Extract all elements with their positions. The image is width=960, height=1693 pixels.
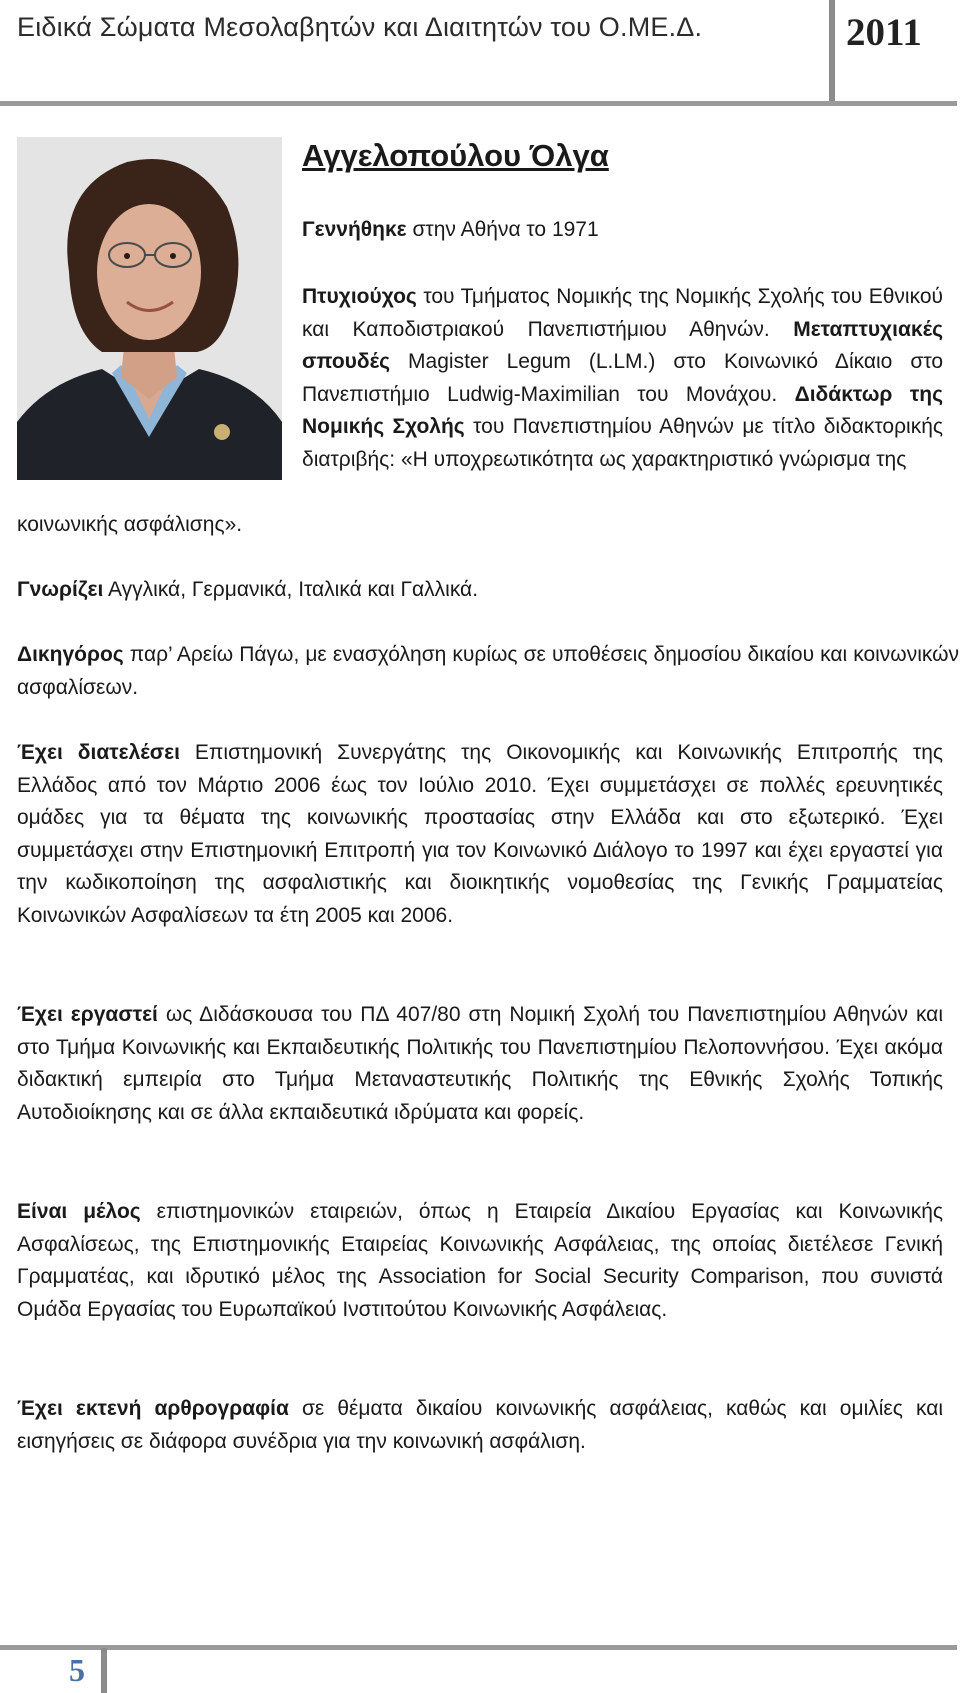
- languages-paragraph: [17, 574, 943, 607]
- education-paragraph-tail: κοινωνικής ασφάλισης».: [17, 513, 243, 536]
- degree-lead: Πτυχιούχος: [302, 285, 417, 308]
- publications-paragraph: [17, 1393, 943, 1458]
- header-rule: [0, 101, 957, 106]
- languages-text: Αγγλικά, Γερμανικά, Ιταλικά και Γαλλικά.: [103, 578, 479, 601]
- header-title: Ειδικά Σώματα Μεσολαβητών και Διαιτητών του Ο.ΜΕ.Δ.: [17, 12, 703, 42]
- positions-lead: Έχει διατελέσει: [17, 741, 180, 764]
- person-name: Αγγελοπούλου Όλγα: [302, 138, 609, 173]
- lawyer-lead: Δικηγόρος: [17, 643, 124, 666]
- birth-text: στην Αθήνα το 1971: [406, 218, 599, 241]
- publications-text: σε θέματα δικαίου κοινωνικής ασφάλειας, καθώς και ομιλίες και εισηγήσεις σε διάφορα συνέδρια για την κοινωνική ασφάλιση.: [17, 1397, 943, 1453]
- footer-rule: [0, 1645, 957, 1650]
- birth-lead: Γεννήθηκε: [302, 218, 407, 241]
- page-number: 5: [69, 1652, 85, 1688]
- header-year: 2011: [846, 11, 922, 54]
- doctorate-lead: Διδάκτωρ της Νομικής Σχολής: [302, 382, 943, 439]
- positions-text: Επιστημονική Συνεργάτης της Οικονομικής και Κοινωνικής Επιτροπής της Ελλάδος από τον Μάρτιο 2006 έως τον Ιούλιο 2010. Έχει συμμετάσχει σε πολλές ερευνητικές ομάδες για τα θέματα της κοινωνικής προστασίας στην Ελλάδα και στο εξωτερικό. Έχει συμμετάσχει στην Επιστημονική Επιτροπή για τον Κοινωνικό Διάλογο το 1997 και έχει εργαστεί για την κωδικοποίηση της ασφαλιστικής και διοικητικής νομοθεσίας της Γενικής Γραμματείας Κοινωνικών Ασφαλίσεων τα έτη 2005 και 2006.: [17, 741, 944, 927]
- membership-lead: Είναι μέλος: [17, 1200, 141, 1223]
- publications-lead: Έχει εκτενή αρθρογραφία: [17, 1397, 289, 1420]
- footer-divider: [101, 1648, 107, 1693]
- page-header: [0, 0, 960, 108]
- lawyer-text: παρ’ Αρείω Πάγω, με ενασχόληση κυρίως σε υποθέσεις δημοσίου δικαίου και κοινωνικών ασφαλίσεων.: [17, 643, 959, 699]
- header-divider: [829, 0, 835, 101]
- degree-text: του Τμήματος Νομικής της Νομικής Σχολής του Εθνικού και Καποδιστριακού Πανεπιστήμιου Αθηνών.: [302, 285, 943, 341]
- teaching-paragraph: [17, 999, 943, 1129]
- education-paragraph: [302, 281, 943, 477]
- languages-lead: Γνωρίζει: [17, 578, 104, 601]
- postgrad-lead: Μεταπτυχιακές σπουδές: [302, 317, 943, 374]
- doctorate-text: του Πανεπιστημίου Αθηνών με τίτλο διδακτορικής διατριβής: «Η υποχρεωτικότητα ως χαρακτηριστικό γνώρισμα της: [302, 415, 943, 471]
- portrait-photo: [17, 137, 282, 480]
- teaching-text: ως Διδάσκουσα του ΠΔ 407/80 στη Νομική Σχολή του Πανεπιστημίου Αθηνών και στο Τμήμα Κοινωνικής και Εκπαιδευτικής Πολιτικής του Πανεπιστημίου Πελοποννήσου. Έχει ακόμα διδακτική εμπειρία στο Τμήμα Μεταναστευτικής Πολιτικής της Εθνικής Σχολής Τοπικής Αυτοδιοίκησης και σε άλλα εκπαιδευτικά ιδρύματα και φορείς.: [17, 1003, 943, 1124]
- positions-paragraph: [17, 737, 943, 933]
- membership-text: επιστημονικών εταιρειών, όπως η Εταιρεία Δικαίου Εργασίας και Κοινωνικής Ασφαλίσεως, της Επιστημονικής Εταιρείας Κοινωνικής Ασφάλειας, της οποίας διετέλεσε Γενική Γραμματέας, και ιδρυτικό μέλος της Association for Social Security Comparison, που συνιστά Ομάδα Εργασίας του Ευρωπαϊκού Ινστιτούτου Κοινωνικής Ασφάλειας.: [17, 1200, 943, 1321]
- postgrad-text: Magister Legum (L.LM.) στο Κοινωνικό Δίκαιο στο Πανεπιστήμιο Ludwig-Maximilian του Μονάχου.: [302, 350, 943, 406]
- teaching-lead: Έχει εργαστεί: [17, 1003, 158, 1026]
- birth-paragraph: [302, 215, 942, 245]
- membership-paragraph: [17, 1196, 943, 1326]
- lawyer-paragraph: [17, 639, 959, 704]
